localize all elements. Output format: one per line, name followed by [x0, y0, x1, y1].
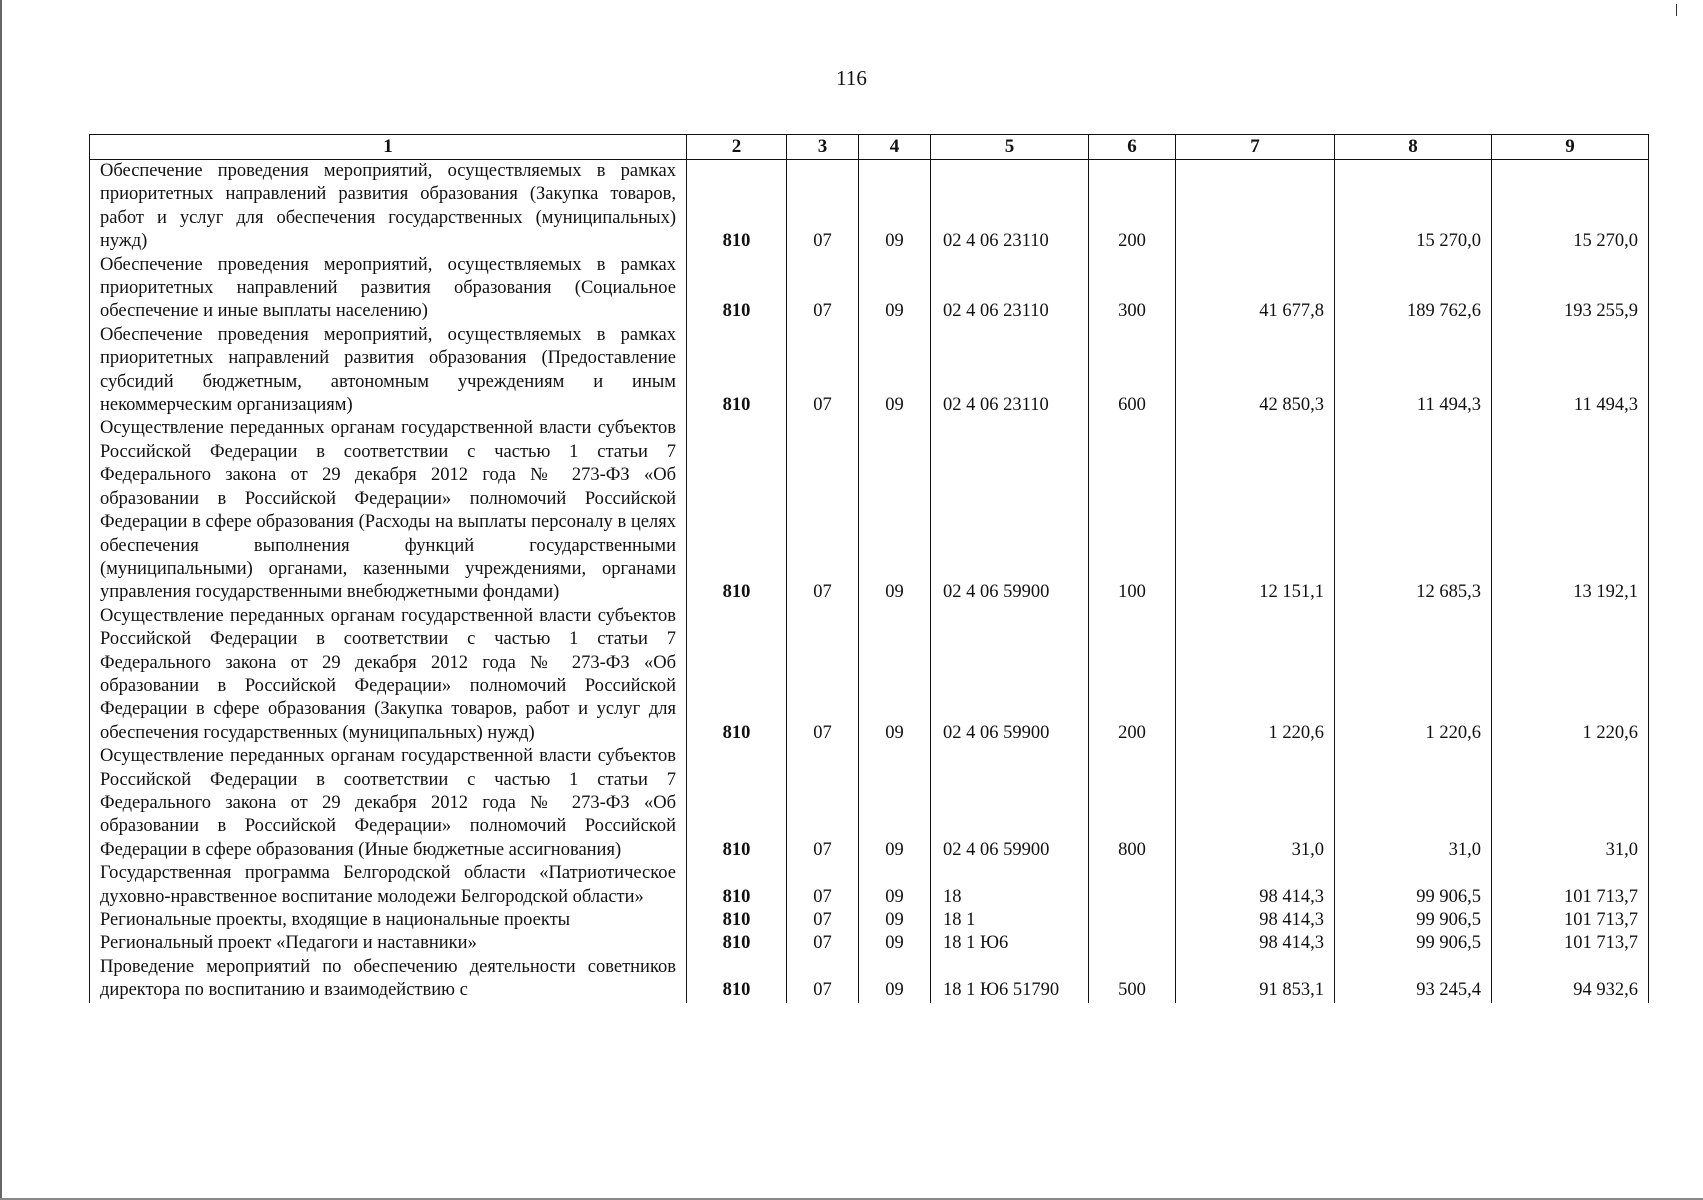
cell-target-article: 02 4 06 59900: [931, 417, 1089, 604]
cell-amount-col9: 31,0: [1492, 745, 1649, 862]
table-row: [90, 417, 1649, 604]
cell-expense-type: [1089, 909, 1176, 932]
cell-ministry-code: 810: [687, 254, 787, 324]
cell-amount-col9: 1 220,6: [1492, 605, 1649, 745]
budget-table: [89, 134, 1649, 1003]
cell-section: 07: [787, 605, 859, 745]
scan-left-edge: [0, 0, 2, 1200]
row-description: Региональные проекты, входящие в национальные проекты: [90, 909, 687, 932]
table-header-row: [90, 135, 1649, 160]
cell-target-article: 02 4 06 23110: [931, 324, 1089, 418]
cell-target-article: 02 4 06 23110: [931, 160, 1089, 254]
cell-amount-col9: 101 713,7: [1492, 862, 1649, 909]
cell-section: 07: [787, 956, 859, 1003]
cell-ministry-code: 810: [687, 745, 787, 862]
table-row: [90, 605, 1649, 745]
cell-amount-col8: 99 906,5: [1335, 862, 1492, 909]
column-header: 8: [1335, 135, 1492, 160]
cell-section: 07: [787, 417, 859, 604]
column-header: 3: [787, 135, 859, 160]
cell-subsection: 09: [859, 605, 931, 745]
cell-ministry-code: 810: [687, 324, 787, 418]
cell-expense-type: 200: [1089, 605, 1176, 745]
cell-subsection: 09: [859, 417, 931, 604]
cell-expense-type: 500: [1089, 956, 1176, 1003]
row-description: Осуществление переданных органам государственной власти субъектов Российской Федерации в соответствии с частью 1 статьи 7 Федерального закона от 29 декабря 2012 года № 273-ФЗ «Об образовании в Российской Федерации» полномочий Российской Федерации в сфере образования (Иные бюджетные ассигнования): [90, 745, 687, 862]
cell-expense-type: 100: [1089, 417, 1176, 604]
row-description: Осуществление переданных органам государственной власти субъектов Российской Федерации в соответствии с частью 1 статьи 7 Федерального закона от 29 декабря 2012 года № 273-ФЗ «Об образовании в Российской Федерации» полномочий Российской Федерации в сфере образования (Расходы на выплаты персоналу в целях обеспечения выполнения функций государственными (муниципальными) органами, казенными учреждениями, органами управления государственными внебюджетными фондами): [90, 417, 687, 604]
cell-amount-col7: 98 414,3: [1176, 862, 1335, 909]
cell-amount-col9: 11 494,3: [1492, 324, 1649, 418]
cell-section: 07: [787, 909, 859, 932]
cell-ministry-code: 810: [687, 909, 787, 932]
cell-subsection: 09: [859, 254, 931, 324]
cell-amount-col8: 99 906,5: [1335, 909, 1492, 932]
cell-amount-col8: 93 245,4: [1335, 956, 1492, 1003]
cell-section: 07: [787, 745, 859, 862]
cell-target-article: 02 4 06 23110: [931, 254, 1089, 324]
cell-amount-col8: 1 220,6: [1335, 605, 1492, 745]
cell-amount-col9: 15 270,0: [1492, 160, 1649, 254]
cell-section: 07: [787, 160, 859, 254]
cell-amount-col8: 99 906,5: [1335, 932, 1492, 955]
cell-ministry-code: 810: [687, 160, 787, 254]
table-row: [90, 745, 1649, 862]
row-description: Региональный проект «Педагоги и наставники»: [90, 932, 687, 955]
column-header: 6: [1089, 135, 1176, 160]
table-row: [90, 956, 1649, 1003]
column-header: 7: [1176, 135, 1335, 160]
column-header: 9: [1492, 135, 1649, 160]
cell-subsection: 09: [859, 160, 931, 254]
cell-amount-col7: 91 853,1: [1176, 956, 1335, 1003]
table-row: [90, 160, 1649, 254]
cell-target-article: 18 1 Ю6 51790: [931, 956, 1089, 1003]
cell-ministry-code: 810: [687, 956, 787, 1003]
cell-subsection: 09: [859, 909, 931, 932]
cell-amount-col8: 12 685,3: [1335, 417, 1492, 604]
cell-amount-col8: 189 762,6: [1335, 254, 1492, 324]
column-header: 2: [687, 135, 787, 160]
row-description: Осуществление переданных органам государственной власти субъектов Российской Федерации в соответствии с частью 1 статьи 7 Федерального закона от 29 декабря 2012 года № 273-ФЗ «Об образовании в Российской Федерации» полномочий Российской Федерации в сфере образования (Закупка товаров, работ и услуг для обеспечения государственных (муниципальных) нужд): [90, 605, 687, 745]
cell-ministry-code: 810: [687, 417, 787, 604]
cell-amount-col9: 101 713,7: [1492, 909, 1649, 932]
cell-ministry-code: 810: [687, 932, 787, 955]
row-description: Обеспечение проведения мероприятий, осуществляемых в рамках приоритетных направлений развития образования (Закупка товаров, работ и услуг для обеспечения государственных (муниципальных) нужд): [90, 160, 687, 254]
cell-section: 07: [787, 932, 859, 955]
column-header: 4: [859, 135, 931, 160]
cell-expense-type: [1089, 932, 1176, 955]
cell-subsection: 09: [859, 324, 931, 418]
row-description: Обеспечение проведения мероприятий, осуществляемых в рамках приоритетных направлений развития образования (Предоставление субсидий бюджетным, автономным учреждениям и иным некоммерческим организациям): [90, 324, 687, 418]
cell-amount-col8: 31,0: [1335, 745, 1492, 862]
cell-expense-type: 200: [1089, 160, 1176, 254]
cell-ministry-code: 810: [687, 862, 787, 909]
table-row: [90, 324, 1649, 418]
table-row: [90, 932, 1649, 955]
row-description: Государственная программа Белгородской области «Патриотическое духовно-нравственное воспитание молодежи Белгородской области»: [90, 862, 687, 909]
scan-mark: [1676, 4, 1677, 16]
cell-amount-col7: 42 850,3: [1176, 324, 1335, 418]
cell-amount-col9: 94 932,6: [1492, 956, 1649, 1003]
table-body: [90, 160, 1649, 1003]
cell-section: 07: [787, 254, 859, 324]
cell-amount-col7: 98 414,3: [1176, 932, 1335, 955]
cell-section: 07: [787, 862, 859, 909]
cell-expense-type: 300: [1089, 254, 1176, 324]
cell-amount-col7: 41 677,8: [1176, 254, 1335, 324]
cell-amount-col9: 193 255,9: [1492, 254, 1649, 324]
cell-target-article: 18 1 Ю6: [931, 932, 1089, 955]
cell-amount-col7: 98 414,3: [1176, 909, 1335, 932]
row-description: Обеспечение проведения мероприятий, осуществляемых в рамках приоритетных направлений развития образования (Социальное обеспечение и иные выплаты населению): [90, 254, 687, 324]
cell-target-article: 02 4 06 59900: [931, 745, 1089, 862]
column-header: 5: [931, 135, 1089, 160]
cell-target-article: 18: [931, 862, 1089, 909]
cell-subsection: 09: [859, 956, 931, 1003]
table-row: [90, 254, 1649, 324]
cell-subsection: 09: [859, 745, 931, 862]
cell-subsection: 09: [859, 932, 931, 955]
cell-target-article: 18 1: [931, 909, 1089, 932]
cell-amount-col9: 101 713,7: [1492, 932, 1649, 955]
cell-amount-col7: 1 220,6: [1176, 605, 1335, 745]
cell-expense-type: 800: [1089, 745, 1176, 862]
column-header: 1: [90, 135, 687, 160]
table-row: [90, 909, 1649, 932]
cell-amount-col8: 11 494,3: [1335, 324, 1492, 418]
cell-amount-col9: 13 192,1: [1492, 417, 1649, 604]
cell-subsection: 09: [859, 862, 931, 909]
cell-section: 07: [787, 324, 859, 418]
cell-expense-type: 600: [1089, 324, 1176, 418]
cell-expense-type: [1089, 862, 1176, 909]
cell-amount-col7: [1176, 160, 1335, 254]
page-number: 116: [836, 66, 867, 90]
row-description: Проведение мероприятий по обеспечению деятельности советников директора по воспитанию и взаимодействию с: [90, 956, 687, 1003]
cell-amount-col7: 31,0: [1176, 745, 1335, 862]
cell-amount-col8: 15 270,0: [1335, 160, 1492, 254]
table-row: [90, 862, 1649, 909]
cell-target-article: 02 4 06 59900: [931, 605, 1089, 745]
cell-ministry-code: 810: [687, 605, 787, 745]
cell-amount-col7: 12 151,1: [1176, 417, 1335, 604]
